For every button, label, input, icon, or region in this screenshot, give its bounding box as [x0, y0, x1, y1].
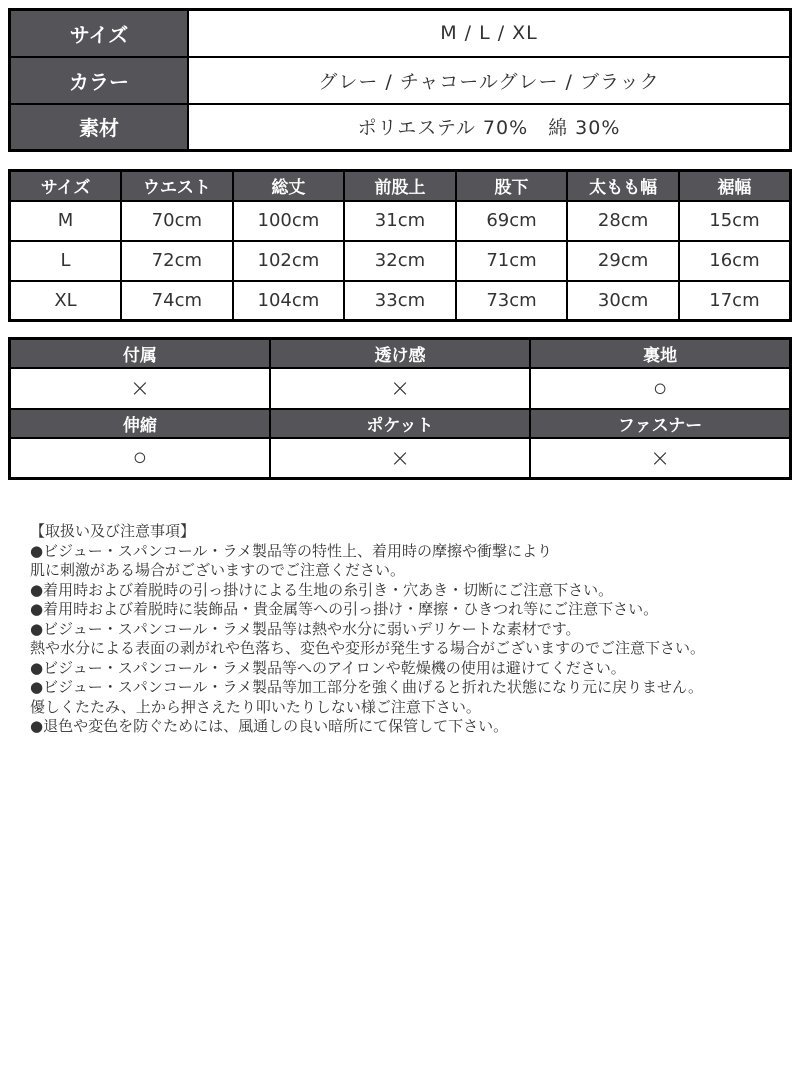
feature-value-cell: × — [270, 438, 530, 479]
size-value-cell: 33cm — [344, 281, 456, 321]
table-row — [10, 241, 791, 281]
care-notes-title: 【取扱い及び注意事項】 — [30, 522, 196, 540]
size-value-cell: 16cm — [679, 241, 791, 281]
size-value-cell: 73cm — [456, 281, 568, 321]
spec-label-cell: カラー — [10, 57, 189, 104]
size-value-cell: M — [10, 201, 122, 241]
note-line: ●退色や変色を防ぐためには、風通しの良い暗所にて保管して下さい。 — [30, 717, 509, 735]
note-line: ●ビジュー・スパンコール・ラメ製品等加工部分を強く曲げると折れた状態になり元に戻りません。 — [30, 678, 703, 696]
spec-value-cell: ポリエステル 70% 綿 30% — [188, 104, 791, 151]
note-line: 優しくたたみ、上から押さえたり叩いたりしない様ご注意下さい。 — [30, 697, 481, 716]
feature-header-row — [10, 339, 791, 368]
feature-value-cell: × — [530, 438, 790, 479]
size-header-cell: 前股上 — [344, 171, 456, 201]
size-value-cell: 74cm — [121, 281, 233, 321]
note-line: ●ビジュー・スパンコール・ラメ製品等の特性上、着用時の摩擦や衝撃により — [30, 541, 553, 560]
size-value-cell: 104cm — [233, 281, 345, 321]
care-notes — [30, 522, 792, 737]
table-row — [10, 368, 791, 409]
table-row — [10, 104, 791, 151]
spec-label-cell: 素材 — [10, 104, 189, 151]
spec-label-cell: サイズ — [10, 10, 189, 57]
size-value-cell: XL — [10, 281, 122, 321]
note-line: 肌に刺激がある場合がございますのでご注意ください。 — [30, 561, 406, 579]
size-value-cell: 70cm — [121, 201, 233, 241]
size-header-cell: サイズ — [10, 171, 122, 201]
feature-header-cell: ファスナー — [530, 409, 790, 438]
note-line: ●ビジュー・スパンコール・ラメ製品等は熱や水分に弱いデリケートな素材です。 — [30, 619, 581, 638]
feature-header-cell: 伸縮 — [10, 409, 270, 438]
table-row — [10, 10, 791, 57]
note-line: 熱や水分による表面の剥がれや色落ち、変色や変形が発生する場合がございますのでご注意下さい。 — [30, 639, 706, 657]
spec-value-cell: M / L / XL — [188, 10, 791, 57]
size-value-cell: 69cm — [456, 201, 568, 241]
size-value-cell: 28cm — [567, 201, 679, 241]
size-value-cell: 72cm — [121, 241, 233, 281]
feature-header-cell: ポケット — [270, 409, 530, 438]
feature-table — [8, 337, 792, 480]
size-value-cell: 71cm — [456, 241, 568, 281]
table-row — [10, 57, 791, 104]
size-chart-table — [8, 169, 792, 322]
note-line: ●ビジュー・スパンコール・ラメ製品等へのアイロンや乾燥機の使用は避けてください。 — [30, 658, 626, 677]
feature-value-cell: × — [270, 368, 530, 409]
table-row — [10, 438, 791, 479]
table-row — [10, 201, 791, 241]
size-value-cell: 31cm — [344, 201, 456, 241]
size-value-cell: 29cm — [567, 241, 679, 281]
size-value-cell: L — [10, 241, 122, 281]
size-value-cell: 30cm — [567, 281, 679, 321]
size-header-row — [10, 171, 791, 201]
size-value-cell: 100cm — [233, 201, 345, 241]
size-value-cell: 17cm — [679, 281, 791, 321]
size-header-cell: 総丈 — [233, 171, 345, 201]
feature-value-cell: ○ — [10, 438, 270, 479]
size-value-cell: 102cm — [233, 241, 345, 281]
table-row — [10, 281, 791, 321]
size-header-cell: 裾幅 — [679, 171, 791, 201]
feature-value-cell: ○ — [530, 368, 790, 409]
size-header-cell: ウエスト — [121, 171, 233, 201]
size-header-cell: 股下 — [456, 171, 568, 201]
feature-header-cell: 裏地 — [530, 339, 790, 368]
feature-header-row — [10, 409, 791, 438]
size-value-cell: 32cm — [344, 241, 456, 281]
feature-header-cell: 透け感 — [270, 339, 530, 368]
note-line: ●着用時および着脱時に装飾品・貴金属等への引っ掛け・摩擦・ひきつれ等にご注意下さい。 — [30, 600, 659, 618]
feature-header-cell: 付属 — [10, 339, 270, 368]
feature-value-cell: × — [10, 368, 270, 409]
note-line: ●着用時および着脱時の引っ掛けによる生地の糸引き・穴あき・切断にご注意下さい。 — [30, 580, 614, 599]
basic-spec-table — [8, 8, 792, 152]
spec-value-cell: グレー / チャコールグレー / ブラック — [188, 57, 791, 104]
size-header-cell: 太もも幅 — [567, 171, 679, 201]
size-value-cell: 15cm — [679, 201, 791, 241]
